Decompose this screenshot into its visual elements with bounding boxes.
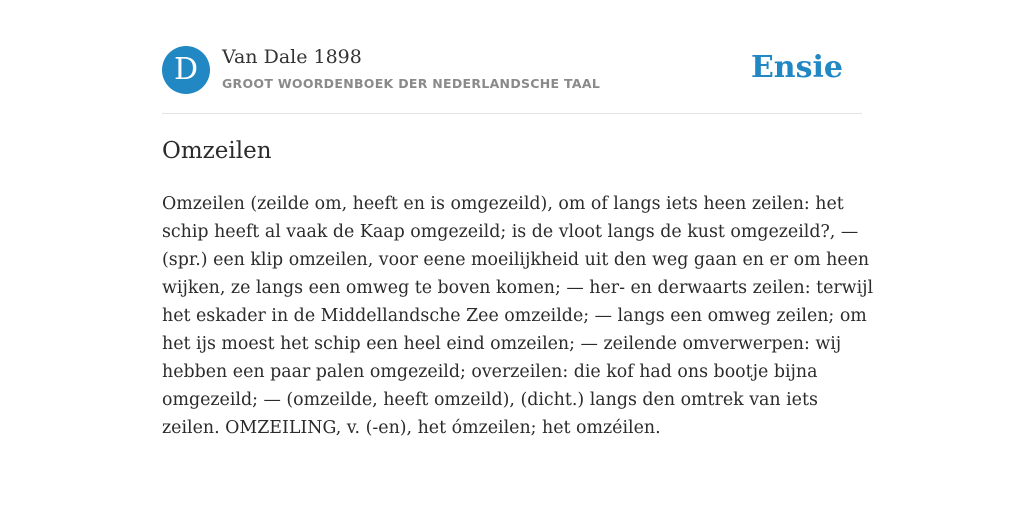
definition-line: schip heeft al vaak de Kaap omgezeild; is de vloot langs de kust omgezeild?, — (162, 222, 859, 242)
definition-line: (spr.) een klip omzeilen, voor eene moeilijkheid uit den weg gaan en er om heen (162, 250, 870, 270)
definition-line: het eskader in de Middellandsche Zee omzeilde; — langs een omweg zeilen; om (162, 306, 867, 326)
definition-line: Omzeilen (zeilde om, heeft en is omgezeild), om of langs iets heen zeilen: het (162, 194, 844, 214)
entry-definition (162, 190, 874, 442)
definition-line: omgezeild; — (omzeilde, heeft omzeild), (dicht.) langs den omtrek van iets (162, 390, 818, 410)
source-title[interactable]: Van Dale 1898 (222, 46, 362, 68)
source-subtitle: GROOT WOORDENBOEK DER NEDERLANDSCHE TAAL (222, 76, 601, 91)
definition-line: zeilen. OMZEILING, v. (-en), het ómzeilen; het omzéilen. (162, 418, 661, 438)
brand-logo[interactable]: Ensie (750, 50, 843, 85)
definition-line: hebben een paar palen omgezeild; overzeilen: die kof had ons bootje bijna (162, 362, 818, 382)
entry-title: Omzeilen (162, 138, 272, 164)
header-divider (162, 113, 862, 114)
definition-line: het ijs moest het schip een heel eind omzeilen; — zeilende omverwerpen: wij (162, 334, 842, 354)
definition-line: wijken, ze langs een omweg te boven komen; — her- en derwaarts zeilen: terwijl (162, 278, 874, 298)
source-logo[interactable]: D (162, 46, 210, 94)
header (162, 46, 862, 96)
